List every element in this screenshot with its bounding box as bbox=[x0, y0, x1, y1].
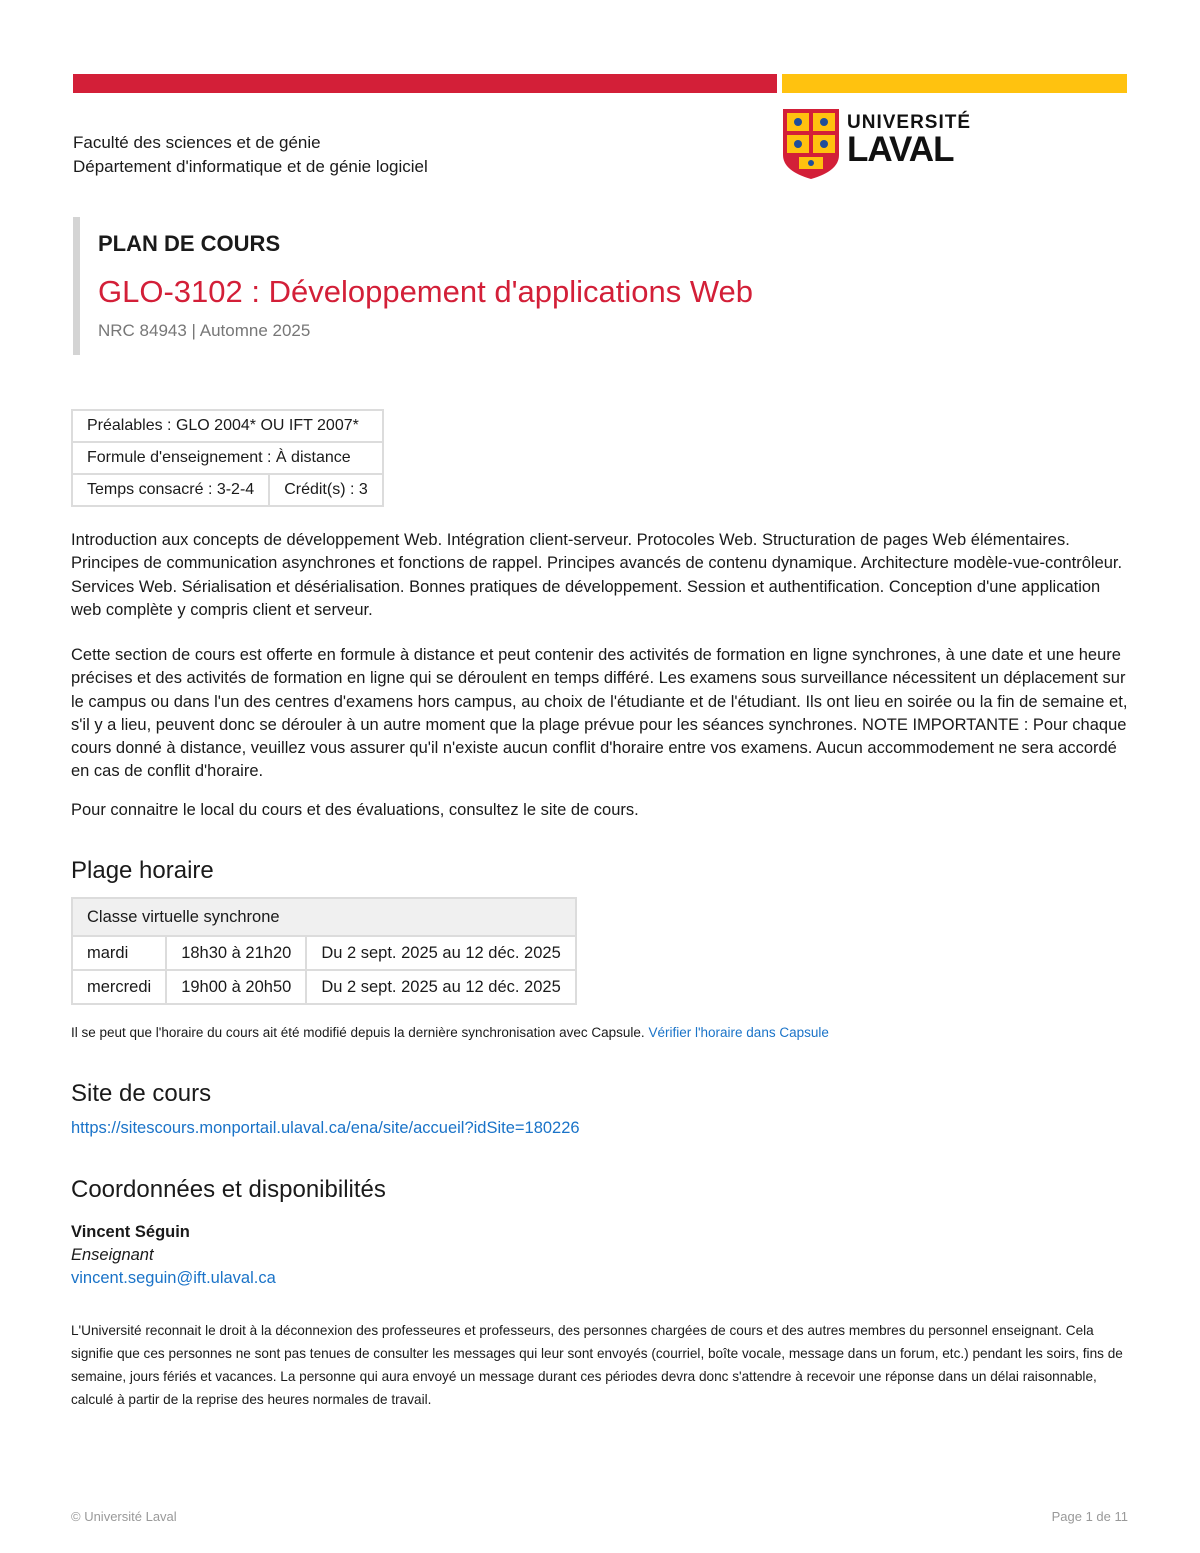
nrc-term: NRC 84943 | Automne 2025 bbox=[98, 321, 311, 340]
plan-de-cours-heading: PLAN DE COURS bbox=[98, 231, 281, 256]
universite-laval-logo bbox=[781, 107, 972, 181]
schedule-day: mercredi bbox=[72, 970, 166, 1004]
course-title: GLO-3102 : Développement d'applications Web bbox=[98, 274, 754, 309]
schedule-day: mardi bbox=[72, 936, 166, 970]
header-yellow-bar bbox=[782, 74, 1127, 93]
teaching-format-cell bbox=[72, 442, 383, 474]
footer-page-number: Page 1 de 11 bbox=[1051, 1509, 1128, 1524]
distance-learning-note: Cette section de cours est offerte en formule à distance et peut contenir des activités de formation en ligne synchrones, à une date et une heure précises et des activités de formation en ligne qui se déroulent en temps différé. Les examens sous surveillance nécessitent un déplacement sur le campus ou dans l'un des centres d'examens hors campus, au choix de l'étudiante et de l'étudiant. Ils ont lieu en soirée ou la fin de semaine et, s'il y a lieu, peuvent donc se dérouler à un autre moment que la plage prévue pour les séances synchrones. NOTE IMPORTANTE : Pour chaque cours donné à distance, veuillez vous assurer qu'il n'existe aucun conflit d'horaire entre vos examens. Aucun accommodement ne sera accordé en cas de conflit d'horaire. bbox=[71, 646, 1128, 781]
course-site-link[interactable]: https://sitescours.monportail.ulaval.ca/ena/site/accueil?idSite=180226 bbox=[71, 1119, 580, 1137]
instructor-name: Vincent Séguin bbox=[71, 1223, 190, 1241]
faculty-name: Faculté des sciences et de génie bbox=[73, 133, 321, 152]
schedule-row bbox=[72, 970, 576, 1004]
time-allocation-cell: Temps consacré : 3-2-4 bbox=[72, 474, 269, 506]
contact-heading: Coordonnées et disponibilités bbox=[71, 1176, 386, 1203]
schedule-row bbox=[72, 936, 576, 970]
logo-text-laval: LAVAL bbox=[847, 130, 954, 169]
schedule-time: 19h00 à 20h50 bbox=[166, 970, 306, 1004]
faculty-block bbox=[73, 131, 428, 179]
schedule-table bbox=[71, 897, 577, 1005]
laval-crest-icon bbox=[781, 107, 841, 181]
title-block bbox=[73, 217, 998, 355]
verify-schedule-link[interactable]: Vérifier l'horaire dans Capsule bbox=[648, 1025, 829, 1040]
schedule-dates: Du 2 sept. 2025 au 12 déc. 2025 bbox=[306, 936, 575, 970]
logo-text-universite: UNIVERSITÉ bbox=[847, 112, 972, 133]
instructor-role: Enseignant bbox=[71, 1246, 154, 1264]
location-note: Pour connaitre le local du cours et des évaluations, consultez le site de cours. bbox=[71, 801, 639, 819]
right-to-disconnect-notice: L'Université reconnait le droit à la déconnexion des professeures et professeurs, des personnes chargées de cours et des autres membres du personnel enseignant. Cela signifie que ces personnes ne sont pas tenues de consulter les messages qui leur sont envoyés (courriel, boîte vocale, message dans un forum, etc.) pendant les soirs, fins de semaine, jours fériés et vacances. La personne qui aura envoyé un message durant ces périodes devra donc s'attendre à recevoir une réponse dans un délai raisonnable, calculé à partir de la reprise des heures normales de travail. bbox=[71, 1323, 1123, 1407]
instructor-email-link[interactable]: vincent.seguin@ift.ulaval.ca bbox=[71, 1269, 276, 1287]
schedule-heading: Plage horaire bbox=[71, 857, 214, 884]
course-info-table bbox=[71, 409, 384, 507]
schedule-sync-note bbox=[71, 1022, 829, 1044]
prerequisites-cell: Préalables : GLO 2004* OU IFT 2007* bbox=[72, 410, 383, 442]
department-name: Département d'informatique et de génie logiciel bbox=[73, 157, 428, 176]
teaching-format-label: Formule d'enseignement : bbox=[87, 449, 272, 466]
course-description: Introduction aux concepts de développement Web. Intégration client-serveur. Protocoles Web. Structuration de pages Web élémentaires. Principes de communication asynchrones et fonctions de rappel. Principes avancés de contenu dynamique. Architecture modèle-vue-contrôleur. Services Web. Sérialisation et désérialisation. Bonnes pratiques de développement. Session et authentification. Conception d'une application web complète y compris client et serveur. bbox=[71, 531, 1123, 619]
schedule-time: 18h30 à 21h20 bbox=[166, 936, 306, 970]
schedule-dates: Du 2 sept. 2025 au 12 déc. 2025 bbox=[306, 970, 575, 1004]
instructor-contact bbox=[71, 1221, 276, 1290]
teaching-format-value: À distance bbox=[271, 449, 351, 466]
course-site-heading: Site de cours bbox=[71, 1080, 212, 1107]
logo-wordmark bbox=[847, 113, 971, 167]
header-red-bar bbox=[73, 74, 777, 93]
credits-cell: Crédit(s) : 3 bbox=[269, 474, 383, 506]
footer-copyright: © Université Laval bbox=[71, 1509, 177, 1524]
schedule-group-header: Classe virtuelle synchrone bbox=[72, 898, 576, 936]
schedule-sync-text: Il se peut que l'horaire du cours ait été modifié depuis la dernière synchronisation avec Capsule. bbox=[71, 1025, 645, 1040]
